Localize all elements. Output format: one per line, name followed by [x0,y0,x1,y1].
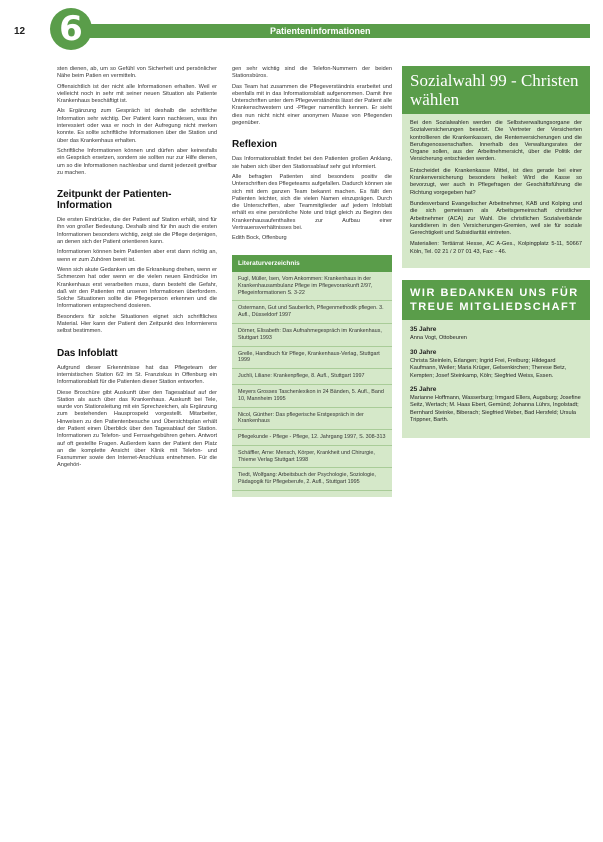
author-line: Edith Bock, Offenburg [232,235,287,242]
sozialwahl-title: Sozialwahl 99 - Christen wählen [402,66,590,114]
paragraph: Das Informationsblatt findet bei den Patienten großen Anklang, sie haben sich über den Stationsablauf sehr gut informiert. [232,156,392,170]
literature-item: Meyers Grosses Taschenlexikon in 24 Bänden, 5. Aufl., Band 10, Mannheim 1995 [232,385,392,408]
literature-item: Grelle, Handbuch für Pflege, Krankenhaus-Verlag, Stuttgart 1999 [232,347,392,370]
thanks-names: Christa Steinlein, Erlangen; Ingrid Frei, Freiburg; Hildegard Kaufmann, Weiler; Maria Krüger, Gelsenkirchen; Therese Betz, Kempten; Josef Steinkamp, Köln; Siegfried Weiss, Essen. [410,357,567,379]
thanks-body [402,320,590,438]
paragraph: Als Ergänzung zum Gespräch ist deshalb die schriftliche Information sehr wichtig. Der Patient kann nachlesen, was ihn interessiert oder was er noch in der Aufregung nicht merken konnte. Es sollte schriftliche Informationen über die Station und über das Krankenhaus erhalten. [57,108,217,144]
literature-item: Tiedt, Wolfgang: Arbeitsbuch der Psychologie, Soziologie, Pädagogik für Pflegeberufe, 2. Aufl., Stuttgart 1995 [232,468,392,491]
thanks-group [410,386,582,424]
literature-item: Nicol, Günther: Das pflegerische Erstgespräch in der Krankenhaus [232,408,392,431]
literature-item: Fugl, Müller, Isen, Vom Ankommen: Krankenhaus in der Krankenhausambulanz Pflege im Pflegevorankunft 2/97, Pflegeinformationen S. 3-22 [232,272,392,301]
literature-item: Ostermann, Gut und Sauberlich, Pflegenmethodik pflegen. 3. Aufl., Düsseldorf 1997 [232,301,392,324]
literature-heading: Literaturverzeichnis [232,255,392,272]
thanks-years: 25 Jahre [410,385,437,393]
paragraph: Wenn sich akute Gedanken um die Erkrankung drehen, wenn er Schmerzen hat oder wenn er die vielen neuen Eindrücke im Krankenhaus erst verarbeiten muss, dann besteht die Gefahr, daß wir den Patienten mit unseren Informationen überfordern. Solche Situationen sollte die Pflegeperson erkennen und die Informationen entsprechend dosieren. [57,266,217,310]
thanks-group [410,349,582,380]
sozialwahl-body [402,114,590,268]
thanks-box [402,280,590,438]
paragraph: Aufgrund dieser Erkenntnisse hat das Pflegeteam der internistischen Station 6/2 im St. Franziskus in Offenburg ein Informationsblatt für die Patienten dieser Station entworfen. [57,364,217,386]
paragraph: Schriftliche Informationen können und dürfen aber keinesfalls ein Gespräch ersetzen, sondern sie sollten nur zur Hilfe dienen, um so die Informationen nachlesbar und damit jederzeit greifbar zu machen. [57,147,217,176]
literature-item: Dörner, Elisabeth: Das Aufnahmegespräch im Krankenhaus, Stuttgart 1993 [232,324,392,347]
paragraph: gen sehr wichtig sind die Telefon-Nummern der beiden Stationsbüros. [232,66,392,80]
column-left [57,66,217,473]
paragraph: Besonders für solche Situationen eignet sich schriftliches Material. Hier kann der Patient den Zeitpunkt des Informierens selbst bestimmen. [57,313,217,335]
thanks-names: Marianne Hoffmann, Wasserburg; Irmgard Ellers, Augsburg; Josefine Seitz, Wertach; M. Haas Ebert, Gemünd; Johanna Lührs, Ingolstadt; Bernhard Steinke, Biberach; Siegfried Weber, Bad Hersfeld; Ursula Trippner, Barth. [410,395,581,424]
thanks-years: 30 Jahre [410,348,437,356]
paragraph: sten dienen, ab, um so Gefühl von Sicherheit und persönlicher Nähe beim Patien en vermitteln. [57,66,217,80]
paragraph: Alle befragten Patienten sind besonders positiv die Unterschriften des Pflegeteams aufgefallen. Dadurch können sie sich mit dem ganzen Team bekannt machen. Es fällt den Patienten leichter, sich die vielen Namen einzuprägen. Durch die Unterschriften, aber Teammitglieder auf jedem Infoblatt erhält es eine persönliche Note und trägt gleich zu Beginn des Krankenhausaufenthaltes zur Aufbau einer Vertrauensverhältnisses bei. [232,173,392,232]
paragraph: Entscheidet die Krankenkasse Mittel, ist dies gerade bei einer Krankenversicherung besonders heikel: Wird die Kasse so bevorzugt, wer auch in Pflegefragen der Geschäftsführung die Richtung vorgegeben hat? [410,167,582,196]
literature-item: Pflegekunde - Pflege - Pflege, 12. Jahrgang 1997, S. 308-313 [232,430,392,446]
literature-box [232,255,392,497]
paragraph: Das Team hat zusammen die Pflegeverständnis erarbeitet und ebenfalls mit in das Informationsblatt aufgenommen. Damit ihre Unterschriften unter dem Pflegeverständnis lässt der Patient alle Krankenschwestern und -Pfleger namentlich kennen. Er sieht dies nun nicht nicht einer anonymen Masse von Pflegenden gegenüber. [232,83,392,127]
literature-item: Schäffler, Arne: Mensch, Körper, Krankheit und Chirurgie, Thieme Verlag Stuttgart 1998 [232,446,392,469]
thanks-group [410,326,582,343]
thanks-names: Anna Vogt, Ottobeuren [410,335,467,342]
heading-reflexion: Reflexion [232,139,278,151]
thanks-title: WIR BEDANKEN UNS FÜR TREUE MITGLIEDSCHAFT [402,280,590,320]
paragraph: Offensichtlich ist der nicht alle Informationen erhalten. Weil er vielleicht noch in sehr mit seiner neuen Situation als Patiente Krankenhaus beschäftigt ist. [57,83,217,105]
page-header [0,0,603,58]
section-logo: 6 [50,8,92,50]
sidebar [402,66,590,438]
paragraph: Die ersten Eindrücke, die der Patient auf Station erhält, sind für ihn von großer Bedeutung. Deshalb sind für ihn auch die ersten Informationen besonders wichtig, zeigt sie die Pflege derjenigen, an denen sich der Patient orientieren kann. [57,217,217,246]
literature-item: Juchli, Liliane: Krankenpflege, 8. Aufl., Stuttgart 1997 [232,369,392,385]
heading-zeitpunkt: Zeitpunkt der Patienten-Information [57,189,172,212]
heading-infoblatt: Das Infoblatt [57,347,118,359]
paragraph: Informationen können beim Patienten aber erst dann richtig an, wenn er zum Zuhören bereit ist. [57,249,217,263]
sozialwahl-box [402,66,590,268]
paragraph: Bei den Sozialwahlen werden die Selbstverwaltungsorgane der Sozialversicherungen besetzt. Die Vertreter der Versicherten kontrollieren die Krankenkassen, die Rentenversicherungen und die Berufsgenossenschaften. Innerhalb des Verwaltungsrates der Organe sollen, aus der Arbeitnehmersicht, über die Politik der Versicherung entschieden werden. [410,120,582,163]
paragraph: Diese Broschüre gibt Auskunft über den Tagesablauf auf der Station als auch über das Krankenhaus. Auskunft bei Tele, wurde von Stationsleitung mit ein Sprechzeichen, als Ergänzung zum bestehenden Hausprospekt vorgestellt. Mitarbeiter, Hinweisen zu den Patientenbesuche und Übersichtsplan erhält der Patient einen Überblick über den Tagesablauf der Station. Informationen zu Telefon- und Fernsehgebühren gehen. Antwort auf oft gestellte Fragen. Außerdem kann der Patient den Platz an die komplette Ansicht über Klinik mit Telefon- und Faxnummer sowie den Internet-Anschluss entnehmen. Für die Angehöri- [57,389,217,469]
page-number: 12 [14,26,26,37]
paragraph: Bundesverband Evangelischer Arbeitnehmer, KAB und Kolping und die sich gemeinsam als Arbeitsgemeinschaft christlicher Arbeitnehmer (ACA) zur Wahl. Die christlichen Sozialverbände kandidieren in den Versicherungen-Gremien, weil sie für soziale Gerechtigkeit und Subsidiarität eintreten. [410,200,582,237]
header-title: Patienteninformationen [270,26,371,36]
thanks-years: 35 Jahre [410,326,437,334]
paragraph: Materialien: Tertiärrat Hesse, AC A-Ges., Kolpingplatz 5-11, 50667 Köln, Tel. 02 21 / 2 07 01 43, Fax: - 46. [410,241,582,255]
column-middle [232,66,392,497]
